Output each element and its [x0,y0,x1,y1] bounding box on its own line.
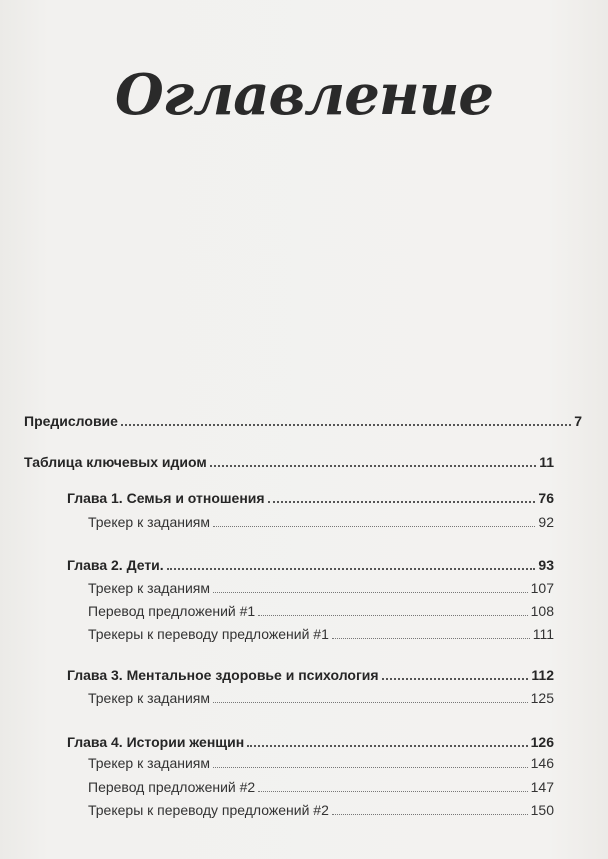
toc-entry-chapter-4-translation[interactable] [88,777,554,795]
toc-entry-page: 11 [539,454,554,470]
toc-entry-label: Перевод предложений #2 [88,779,256,795]
toc-entry-chapter-2-tracker[interactable] [88,578,554,596]
toc-entry-label: Глава 4. Истории женщин [67,734,245,750]
leader-dots [382,664,529,680]
toc-entry-label: Трекер к заданиям [88,514,211,530]
toc-entry-page: 126 [530,734,554,750]
toc-entry-preface[interactable] [24,410,582,429]
leader-dots [268,487,536,503]
toc-entry-page: 111 [532,626,554,642]
toc-entry-chapter-3[interactable] [67,664,554,683]
toc-entry-chapter-3-tracker[interactable] [88,688,554,706]
leader-dots [258,777,527,792]
toc-entry-label: Глава 1. Семья и отношения [67,490,265,506]
toc-entry-label: Трекер к заданиям [88,580,211,596]
toc-entry-chapter-4[interactable] [67,731,554,750]
toc-entry-label: Перевод предложений #1 [88,603,256,619]
toc-entry-chapter-4-tracker[interactable] [88,753,554,771]
toc-entry-page: 112 [531,667,554,683]
toc-entry-label: Трекеры к переводу предложений #2 [88,802,329,818]
toc-entry-chapter-1[interactable] [67,487,554,506]
toc-entry-label: Трекер к заданиям [88,755,211,771]
leader-dots [167,554,536,570]
toc-entry-chapter-1-tracker[interactable] [88,512,554,530]
page-title: Оглавление [114,62,494,128]
leader-dots [247,731,527,747]
leader-dots [213,578,528,593]
toc-entry-page: 76 [538,490,554,506]
toc-entry-label: Таблица ключевых идиом [24,454,207,470]
toc-entry-label: Трекеры к переводу предложений #1 [88,626,329,642]
leader-dots [332,800,528,815]
leader-dots [213,512,535,527]
toc-entry-page: 92 [538,514,554,530]
toc-entry-page: 108 [530,603,554,619]
leader-dots [121,410,571,426]
leader-dots [213,753,528,768]
toc-entry-page: 147 [530,779,554,795]
toc-entry-page: 7 [574,413,582,429]
leader-dots [332,624,530,639]
toc-entry-page: 93 [538,557,554,573]
toc-entry-label: Глава 2. Дети. [67,557,164,573]
toc-entry-chapter-2-translation-trackers[interactable] [88,624,554,642]
toc-entry-page: 107 [530,580,554,596]
toc-entry-idioms[interactable] [24,451,554,470]
toc-entry-label: Предисловие [24,413,118,429]
toc-entry-page: 150 [530,802,554,818]
leader-dots [210,451,536,467]
leader-dots [213,688,528,703]
leader-dots [258,601,527,616]
toc-entry-chapter-4-translation-trackers[interactable] [88,800,554,818]
toc-entry-chapter-2-translation[interactable] [88,601,554,619]
toc-entry-label: Глава 3. Ментальное здоровье и психология [67,667,379,683]
toc-entry-page: 146 [530,755,554,771]
toc-entry-page: 125 [530,690,554,706]
toc-entry-label: Трекер к заданиям [88,690,211,706]
toc-entry-chapter-2[interactable] [67,554,554,573]
